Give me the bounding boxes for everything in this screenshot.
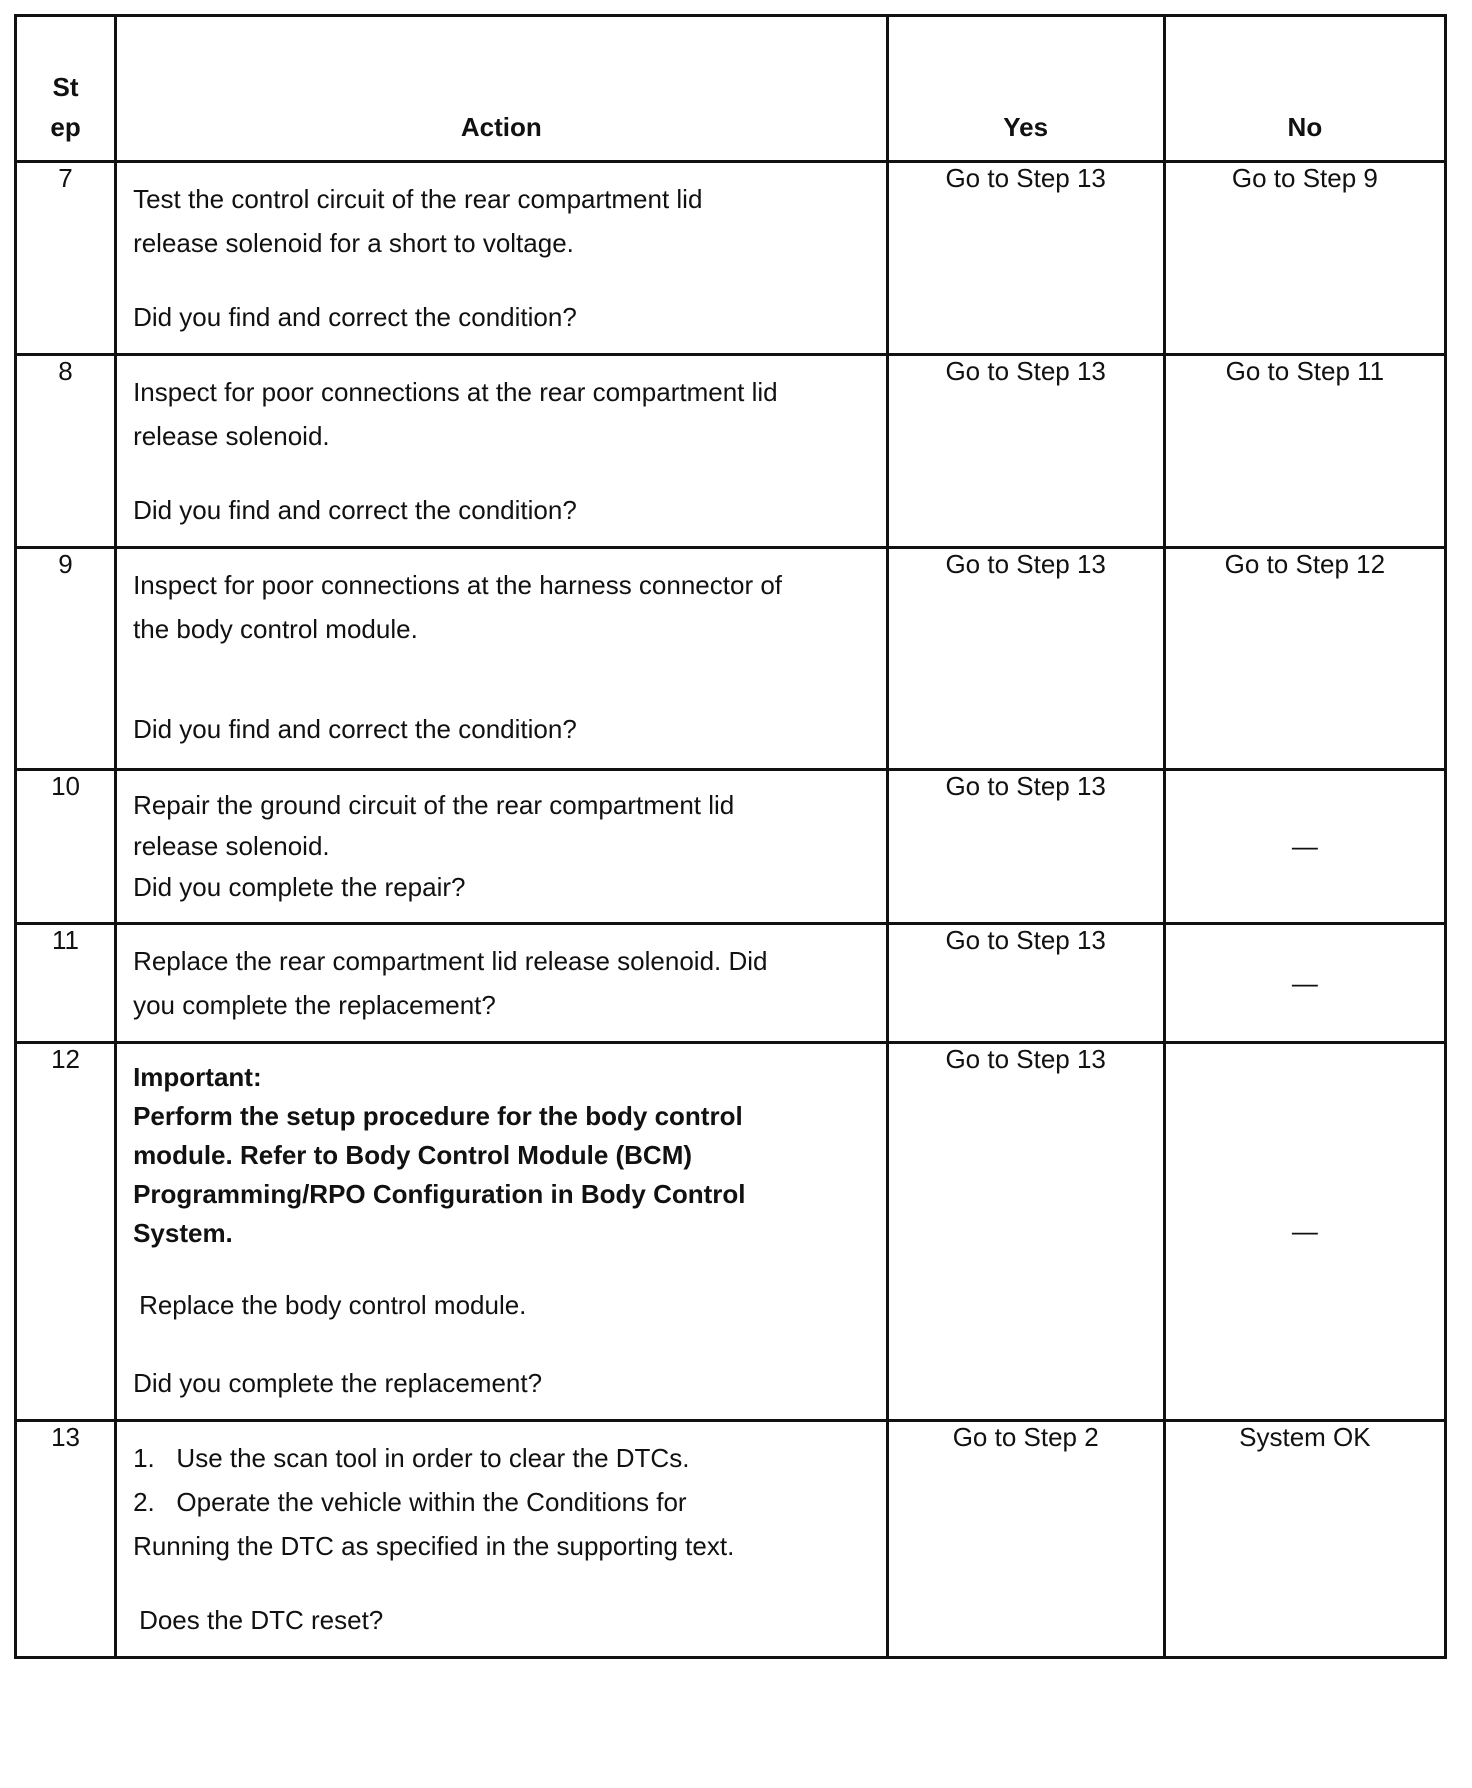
dash-mark: — [1291, 967, 1318, 998]
step-number: 9 [16, 548, 116, 770]
step-number: 8 [16, 355, 116, 548]
action-cell: Test the control circuit of the rear compartment lid release solenoid for a short to voltage. Did you find and correct the condition? [116, 162, 888, 355]
question-text: Did you find and correct the condition? [133, 714, 577, 744]
table-row [16, 355, 1446, 548]
action-cell: Inspect for poor connections at the rear compartment lid release solenoid. Did you find and correct the condition? [116, 355, 888, 548]
no-cell [1164, 924, 1445, 1043]
question-text: Did you complete the repair? [133, 872, 466, 902]
diagnostic-steps-table [14, 14, 1447, 1659]
no-cell: Go to Step 12 [1164, 548, 1445, 770]
action-cell: Replace the rear compartment lid release solenoid. Did you complete the replacement? [116, 924, 888, 1043]
table-row [16, 924, 1446, 1043]
no-cell [1164, 1043, 1445, 1421]
yes-cell: Go to Step 13 [887, 162, 1164, 355]
header-action: Action [116, 16, 888, 162]
no-cell: System OK [1164, 1421, 1445, 1658]
header-step-line1: St [52, 72, 79, 102]
header-step-line2: ep [50, 112, 81, 142]
important-label: Important: [133, 1062, 262, 1092]
question-text: Did you find and correct the condition? [133, 302, 577, 332]
no-cell [1164, 770, 1445, 924]
step-number: 12 [16, 1043, 116, 1421]
header-no: No [1164, 16, 1445, 162]
yes-cell: Go to Step 2 [887, 1421, 1164, 1658]
action-cell: Repair the ground circuit of the rear compartment lid release solenoid. Did you complete the repair? [116, 770, 888, 924]
question-text: Did you complete the replacement? [133, 1368, 543, 1398]
list-item: 2. Operate the vehicle within the Conditions for [133, 1487, 687, 1517]
action-cell: Important: Perform the setup procedure for the body control module. Refer to Body Control Module (BCM) Programming/RPO Configuration in Body Control System. Replace the body control module. Did you complete the replacement? [116, 1043, 888, 1421]
no-cell: Go to Step 9 [1164, 162, 1445, 355]
no-cell: Go to Step 11 [1164, 355, 1445, 548]
dash-mark: — [1291, 831, 1318, 861]
step-number: 11 [16, 924, 116, 1043]
yes-cell: Go to Step 13 [887, 548, 1164, 770]
yes-cell: Go to Step 13 [887, 355, 1164, 548]
yes-cell: Go to Step 13 [887, 924, 1164, 1043]
header-row [16, 16, 1446, 162]
dash-mark: — [1291, 1216, 1318, 1246]
step-number: 7 [16, 162, 116, 355]
table-row [16, 1043, 1446, 1421]
step-number: 10 [16, 770, 116, 924]
table-row [16, 548, 1446, 770]
yes-cell: Go to Step 13 [887, 1043, 1164, 1421]
step-number: 13 [16, 1421, 116, 1658]
action-cell: Inspect for poor connections at the harness connector of the body control module. Did you find and correct the condition? [116, 548, 888, 770]
table-row [16, 162, 1446, 355]
table-row [16, 770, 1446, 924]
header-step [16, 16, 116, 162]
numbered-list [133, 1436, 872, 1524]
list-item: 1. Use the scan tool in order to clear the DTCs. [133, 1443, 690, 1473]
question-text: Did you find and correct the condition? [133, 495, 577, 525]
header-yes: Yes [887, 16, 1164, 162]
yes-cell: Go to Step 13 [887, 770, 1164, 924]
table-row [16, 1421, 1446, 1658]
action-cell: 1. Use the scan tool in order to clear the DTCs. 2. Operate the vehicle within the Conditions for Running the DTC as specified in the supporting text. Does the DTC reset? [116, 1421, 888, 1658]
question-text: Does the DTC reset? [139, 1605, 384, 1635]
